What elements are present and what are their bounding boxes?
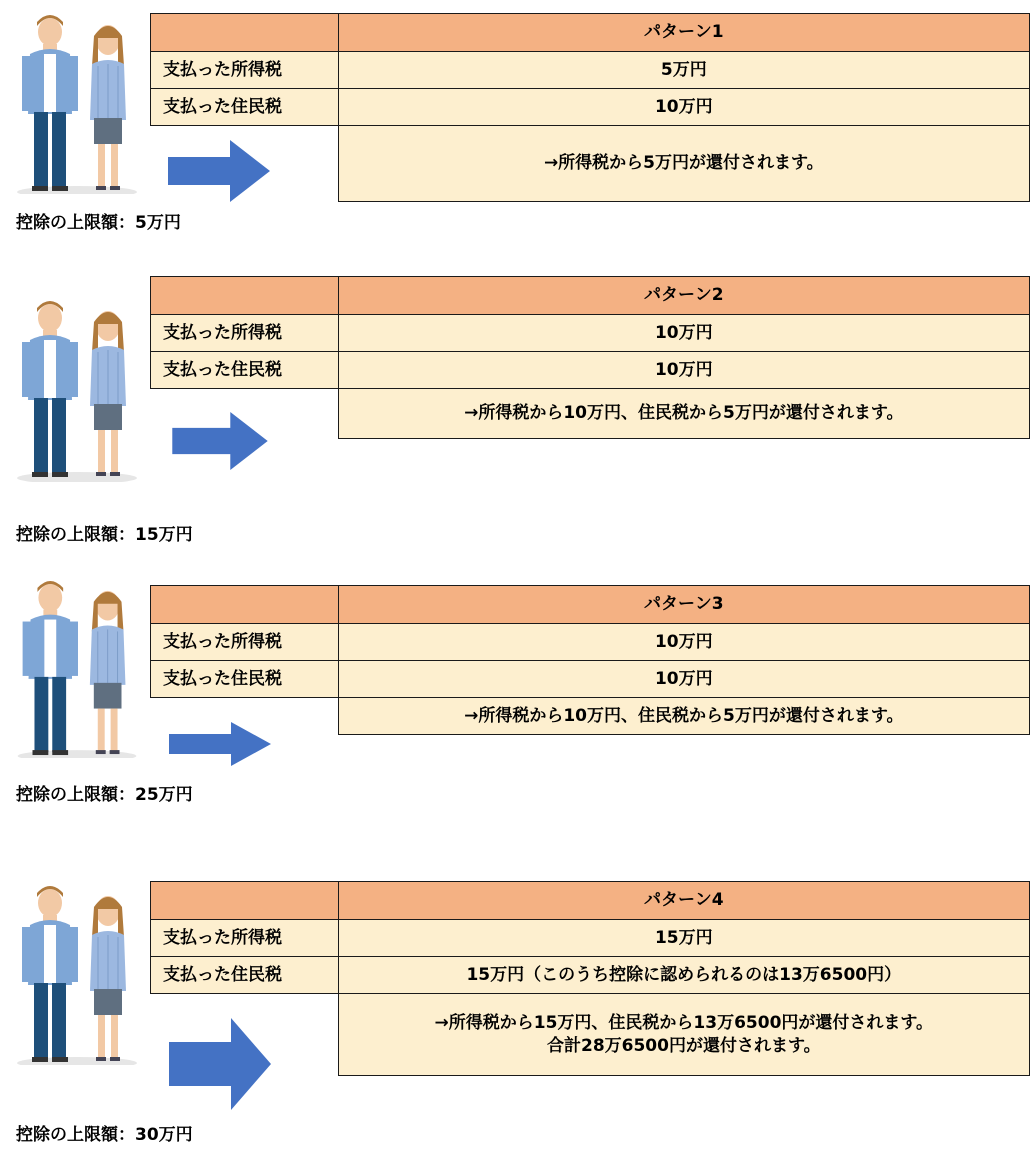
blank-cell (151, 994, 339, 1076)
pattern-header: パターン2 (338, 277, 1029, 315)
header-corner-cell (151, 586, 339, 624)
pattern-header: パターン1 (338, 14, 1029, 52)
resident-tax-label: 支払った住民税 (151, 661, 339, 698)
resident-tax-label: 支払った住民税 (151, 352, 339, 389)
refund-result (338, 389, 1029, 439)
deduction-limit: 控除の上限額：30万円 (16, 1125, 193, 1145)
resident-tax-label: 支払った住民税 (151, 89, 339, 126)
tax-table-3 (150, 585, 1030, 735)
income-tax-label: 支払った所得税 (151, 920, 339, 957)
tax-table-4 (150, 881, 1030, 1076)
blank-cell (151, 126, 339, 202)
couple-illustration (12, 298, 142, 482)
couple-illustration (12, 885, 142, 1065)
couple-illustration (12, 14, 142, 194)
blank-cell (151, 698, 339, 735)
refund-result (338, 698, 1029, 735)
income-tax-value: 10万円 (338, 624, 1029, 661)
tax-table-1 (150, 13, 1030, 202)
income-tax-value: 5万円 (338, 52, 1029, 89)
deduction-limit: 控除の上限額：15万円 (16, 525, 193, 545)
income-tax-label: 支払った所得税 (151, 624, 339, 661)
income-tax-value: 15万円 (338, 920, 1029, 957)
resident-tax-value: 15万円（このうち控除に認められるのは13万6500円） (338, 957, 1029, 994)
resident-tax-label: 支払った住民税 (151, 957, 339, 994)
income-tax-value: 10万円 (338, 315, 1029, 352)
resident-tax-value: 10万円 (338, 89, 1029, 126)
income-tax-label: 支払った所得税 (151, 52, 339, 89)
deduction-limit: 控除の上限額：5万円 (16, 213, 181, 233)
refund-result (338, 126, 1029, 202)
deduction-limit: 控除の上限額：25万円 (16, 785, 193, 805)
refund-total-line: 合計28万6500円が還付されます。 (546, 1035, 821, 1056)
blank-cell (151, 389, 339, 439)
resident-tax-value: 10万円 (338, 661, 1029, 698)
header-corner-cell (151, 882, 339, 920)
refund-result (338, 994, 1029, 1076)
refund-result-line: →所得税から10万円、住民税から5万円が還付されます。 (464, 705, 904, 726)
couple-illustration (12, 580, 142, 758)
pattern-header: パターン4 (338, 882, 1029, 920)
refund-result-line: →所得税から5万円が還付されます。 (543, 153, 824, 174)
pattern-header: パターン3 (338, 586, 1029, 624)
resident-tax-value: 10万円 (338, 352, 1029, 389)
header-corner-cell (151, 14, 339, 52)
refund-result-line: →所得税から10万円、住民税から5万円が還付されます。 (464, 403, 904, 424)
header-corner-cell (151, 277, 339, 315)
refund-result-line: →所得税から15万円、住民税から13万6500円が還付されます。 (434, 1013, 934, 1034)
tax-table-2 (150, 276, 1030, 439)
income-tax-label: 支払った所得税 (151, 315, 339, 352)
